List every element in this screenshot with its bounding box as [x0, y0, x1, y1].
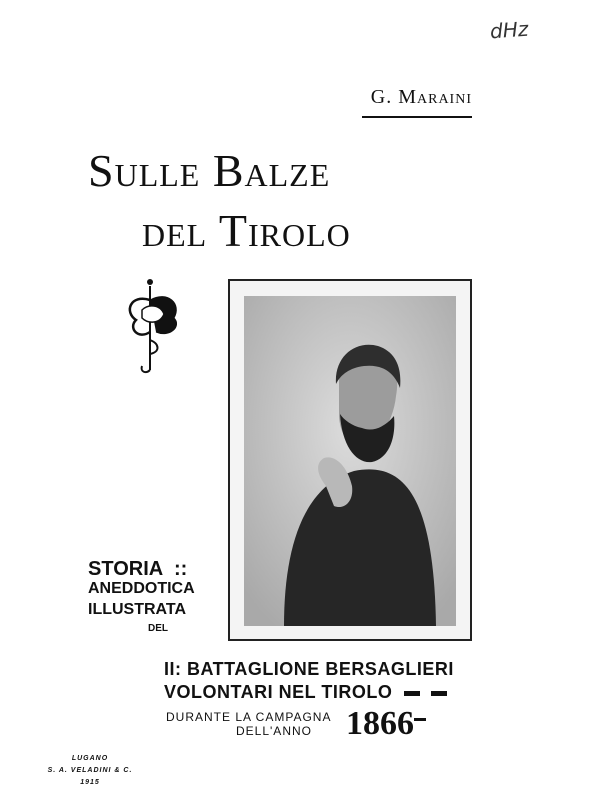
subtitle-storia-mark: ::	[174, 558, 188, 580]
campaign-year: 1866	[346, 705, 414, 742]
battalion-line-2-text: VOLONTARI NEL TIROLO	[164, 682, 393, 702]
campaign-line-2: DELL'ANNO	[236, 724, 312, 738]
imprint-year: 1915	[80, 779, 100, 786]
dash-ornament	[404, 691, 420, 696]
title-line-2: del Tirolo	[142, 205, 351, 256]
author-name: G. Maraini	[370, 86, 472, 108]
year-dash	[414, 718, 426, 721]
subtitle-aneddotica: ANEDDOTICA	[88, 580, 195, 597]
author-underline	[362, 116, 472, 118]
subtitle-storia-text: STORIA	[88, 558, 163, 580]
battalion-line-2	[164, 682, 447, 703]
floral-ornament-icon	[120, 274, 190, 378]
subtitle-del: DEL	[148, 623, 168, 634]
handwritten-annotation: dHz	[489, 16, 530, 44]
title-line-1: Sulle Balze	[88, 145, 331, 196]
battalion-line-1: II: BATTAGLIONE BERSAGLIERI	[164, 659, 454, 679]
dash-ornament	[431, 691, 447, 696]
campaign-line-1: DURANTE LA CAMPAGNA	[166, 710, 332, 724]
subtitle-storia	[88, 558, 187, 581]
subtitle-illustrata: ILLUSTRATA	[88, 601, 187, 618]
imprint-publisher: S. A. VELADINI & C.	[47, 767, 133, 774]
imprint-city: LUGANO	[71, 755, 109, 762]
portrait-photo	[244, 296, 456, 626]
